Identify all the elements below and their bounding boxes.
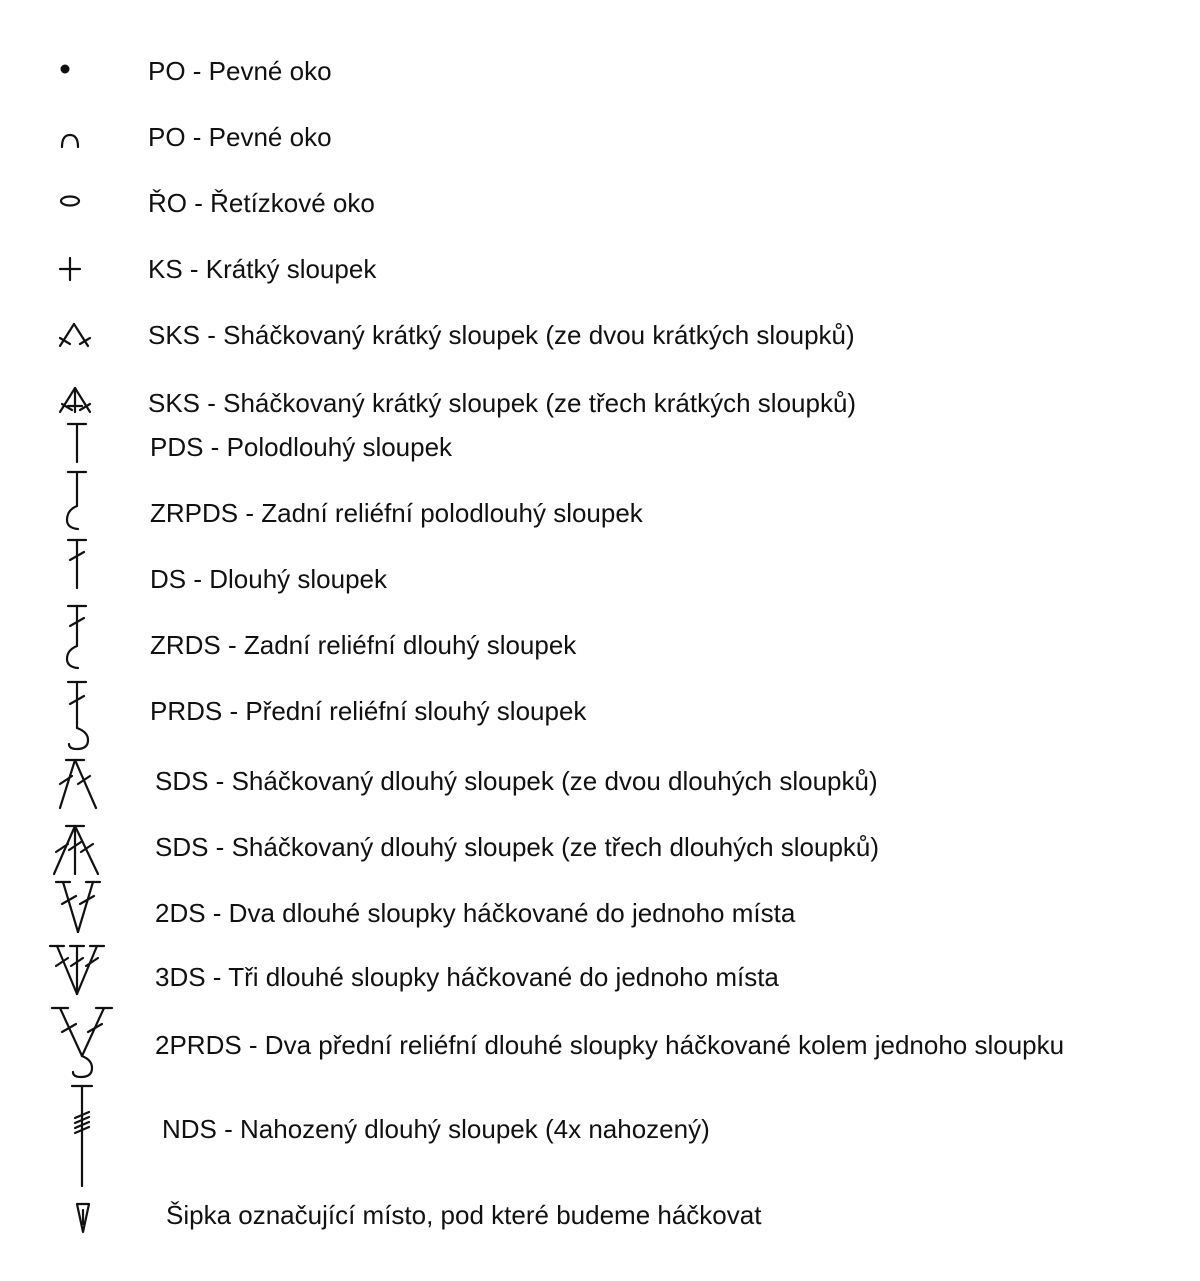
- two-crosses-joined-icon: [52, 318, 102, 354]
- three-stitches-v-icon: [46, 942, 112, 1002]
- legend-item: [0, 246, 1200, 296]
- legend-label: SDS - Sháčkovaný dlouhý sloupek (ze třech dlouhých sloupků): [155, 832, 880, 862]
- two-stitches-joined-top-icon: [50, 754, 110, 812]
- two-stitches-v-hook-icon: [48, 1004, 114, 1084]
- legend-item: [0, 48, 1200, 98]
- legend-label: PO - Pevné oko: [148, 122, 332, 152]
- legend-label: DS - Dlouhý sloupek: [150, 564, 387, 594]
- legend-item: [0, 668, 1200, 754]
- t-stitch-slash-icon: [56, 536, 96, 592]
- legend-item: [0, 752, 1200, 812]
- legend-item: [0, 1004, 1200, 1084]
- legend-label: SKS - Sháčkovaný krátký sloupek (ze třech krátkých sloupků): [148, 388, 857, 418]
- legend-label: PDS - Polodlouhý sloupek: [150, 432, 453, 462]
- tall-stitch-multi-slash-icon: [62, 1080, 102, 1192]
- legend-label: 2PRDS - Dva přední reliéfní dlouhé sloupky háčkované kolem jednoho sloupku: [155, 1030, 1065, 1060]
- legend-label: NDS - Nahozený dlouhý sloupek (4x nahozený): [162, 1114, 710, 1144]
- legend-label: 3DS - Tři dlouhé sloupky háčkované do jednoho místa: [155, 962, 779, 992]
- plus-icon: [52, 252, 92, 286]
- legend-label: ZRPDS - Zadní reliéfní polodlouhý sloupek: [150, 498, 643, 528]
- legend-label: Šipka označující místo, pod které budeme háčkovat: [166, 1200, 762, 1230]
- legend-item: [0, 818, 1200, 878]
- legend-label: SDS - Sháčkovaný dlouhý sloupek (ze dvou dlouhých sloupků): [155, 766, 878, 796]
- legend-label: KS - Krátký sloupek: [148, 254, 377, 284]
- legend-item: [0, 878, 1200, 940]
- t-stitch-slash-back-hook-icon: [56, 602, 96, 672]
- legend-item: [0, 1192, 1200, 1242]
- legend-label: SKS - Sháčkovaný krátký sloupek (ze dvou krátkých sloupků): [148, 320, 855, 350]
- dot-icon: [52, 56, 82, 86]
- legend-item: [0, 180, 1200, 230]
- legend-label: ZRDS - Zadní reliéfní dlouhý sloupek: [150, 630, 577, 660]
- t-stitch-back-hook-icon: [56, 468, 96, 534]
- legend-label: PO - Pevné oko: [148, 56, 332, 86]
- oval-icon: [52, 188, 92, 218]
- legend-item: [0, 114, 1200, 164]
- two-stitches-v-icon: [50, 878, 110, 938]
- arrow-marker-icon: [66, 1198, 100, 1238]
- legend-item: [0, 1080, 1200, 1192]
- legend-item: [0, 312, 1200, 362]
- legend-item: [0, 942, 1200, 1004]
- arc-icon: [52, 122, 92, 152]
- three-crosses-joined-icon: [52, 382, 102, 420]
- legend-item: [0, 600, 1200, 672]
- legend-item: [0, 466, 1200, 536]
- legend-label: ŘO - Řetízkové oko: [148, 188, 375, 218]
- t-stitch-slash-front-hook-icon: [56, 670, 96, 754]
- legend-label: PRDS - Přední reliéfní slouhý sloupek: [150, 696, 587, 726]
- legend-item: [0, 534, 1200, 594]
- three-stitches-joined-top-icon: [46, 820, 110, 878]
- legend-label: 2DS - Dva dlouhé sloupky háčkované do jednoho místa: [155, 898, 796, 928]
- t-stitch-icon: [56, 420, 96, 470]
